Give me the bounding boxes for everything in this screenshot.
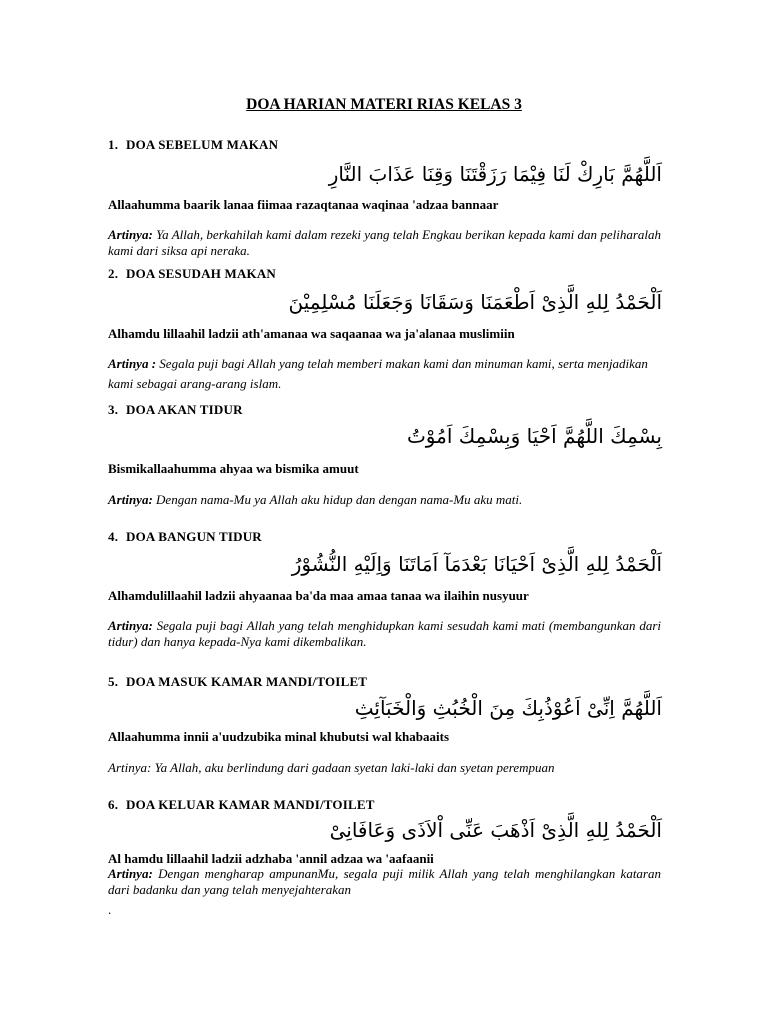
section-number: 1. bbox=[108, 137, 119, 152]
meaning-label: Artinya: bbox=[108, 227, 153, 242]
section-4-arabic: اَلْحَمْدُ لِلهِ الَّذِىْ اَحْيَانَا بَعْدَمَآ اَمَاتَنَا وَاِلَيْهِ النُّشُوْرُ bbox=[291, 552, 662, 576]
section-6-heading bbox=[108, 797, 375, 813]
section-3-arabic: بِسْمِكَ اللَّهُمَّ اَحْيَا وَبِسْمِكَ اَمُوْتُ bbox=[406, 424, 662, 448]
section-number: 2. bbox=[108, 266, 119, 281]
meaning-text: Segala puji bagi Allah yang telah menghidupkan kami sesudah kami mati (membangunkan dari tidur) dan hanya kepada-Nya kami dikembalikan. bbox=[108, 618, 662, 649]
section-5-heading bbox=[108, 674, 367, 690]
section-number: 6. bbox=[108, 797, 119, 812]
section-title: DOA SEBELUM MAKAN bbox=[126, 137, 279, 152]
section-title: DOA BANGUN TIDUR bbox=[126, 529, 262, 544]
section-2-arabic: اَلْحَمْدُ لِلهِ الَّذِىْ اَطْعَمَنَا وَسَقَانَا وَجَعَلَنَا مُسْلِمِيْنَ bbox=[288, 290, 662, 314]
meaning-label: Artinya: bbox=[108, 492, 153, 507]
page-title: DOA HARIAN MATERI RIAS KELAS 3 bbox=[246, 96, 522, 113]
section-4-meaning bbox=[108, 618, 661, 650]
section-title: DOA AKAN TIDUR bbox=[126, 402, 243, 417]
section-title: DOA KELUAR KAMAR MANDI/TOILET bbox=[126, 797, 375, 812]
meaning-text: Dengan mengharap ampunanMu, segala puji milik Allah yang telah menghilangkan kataran dari badanku dan yang telah menyejahterakan bbox=[108, 866, 661, 897]
section-2-meaning bbox=[108, 354, 661, 394]
section-number: 5. bbox=[108, 674, 119, 689]
meaning-label: Artinya: bbox=[108, 618, 153, 633]
section-title: DOA SESUDAH MAKAN bbox=[126, 266, 277, 281]
section-3-latin: Bismikallaahumma ahyaa wa bismika amuut bbox=[108, 461, 359, 476]
meaning-text: Segala puji bagi Allah yang telah memberi makan kami dan minuman kami, serta menjadikan kami sebagai arang-arang islam. bbox=[108, 356, 648, 391]
section-1-heading bbox=[108, 137, 278, 153]
section-6-latin: Al hamdu lillaahil ladzii adzhaba 'annil adzaa wa 'aafaanii bbox=[108, 851, 434, 866]
meaning-text: Ya Allah, berkahilah kami dalam rezeki yang telah Engkau berikan kepada kami dan peliharalah kami dari siksa api neraka. bbox=[108, 227, 662, 258]
meaning-label: Artinya: bbox=[108, 866, 153, 881]
section-5-latin: Allaahumma innii a'uudzubika minal khubutsi wal khabaaits bbox=[108, 729, 450, 744]
section-title: DOA MASUK KAMAR MANDI/TOILET bbox=[126, 674, 368, 689]
trailing-mark: . bbox=[108, 902, 112, 917]
meaning-text: Dengan nama-Mu ya Allah aku hidup dan dengan nama-Mu aku mati. bbox=[156, 492, 523, 507]
section-6-arabic: اَلْحَمْدُ لِلهِ الَّذِىْ اَذْهَبَ عَنِّى اْلاَذَى وَعَافَانِىْ bbox=[329, 818, 662, 842]
section-number: 3. bbox=[108, 402, 119, 417]
section-4-heading bbox=[108, 529, 262, 545]
section-1-meaning bbox=[108, 227, 661, 259]
section-4-latin: Alhamdulillaahil ladzii ahyaanaa ba'da maa amaa tanaa wa ilaihin nusyuur bbox=[108, 588, 529, 603]
section-5-arabic: اَللَّهُمَّ اِنِّىْ اَعُوْذُبِكَ مِنَ الْخُبُثِ وَالْخَبَآئِثِ bbox=[354, 696, 662, 720]
section-1-arabic: اَللَّهُمَّ بَارِكْ لَنَا فِيْمَا رَزَقْتَنَا وَقِنَا عَذَابَ النَّارِ bbox=[328, 162, 662, 186]
section-number: 4. bbox=[108, 529, 119, 544]
section-1-latin: Allaahumma baarik lanaa fiimaa razaqtanaa waqinaa 'adzaa bannaar bbox=[108, 197, 499, 212]
section-5-meaning: Artinya: Ya Allah, aku berlindung dari gadaan syetan laki-laki dan syetan perempuan bbox=[108, 760, 555, 775]
section-6-meaning bbox=[108, 866, 661, 898]
section-3-heading bbox=[108, 402, 243, 418]
section-2-heading bbox=[108, 266, 276, 282]
meaning-label: Artinya : bbox=[108, 356, 157, 371]
section-3-meaning bbox=[108, 492, 661, 508]
section-2-latin: Alhamdu lillaahil ladzii ath'amanaa wa saqaanaa wa ja'alanaa muslimiin bbox=[108, 326, 515, 341]
